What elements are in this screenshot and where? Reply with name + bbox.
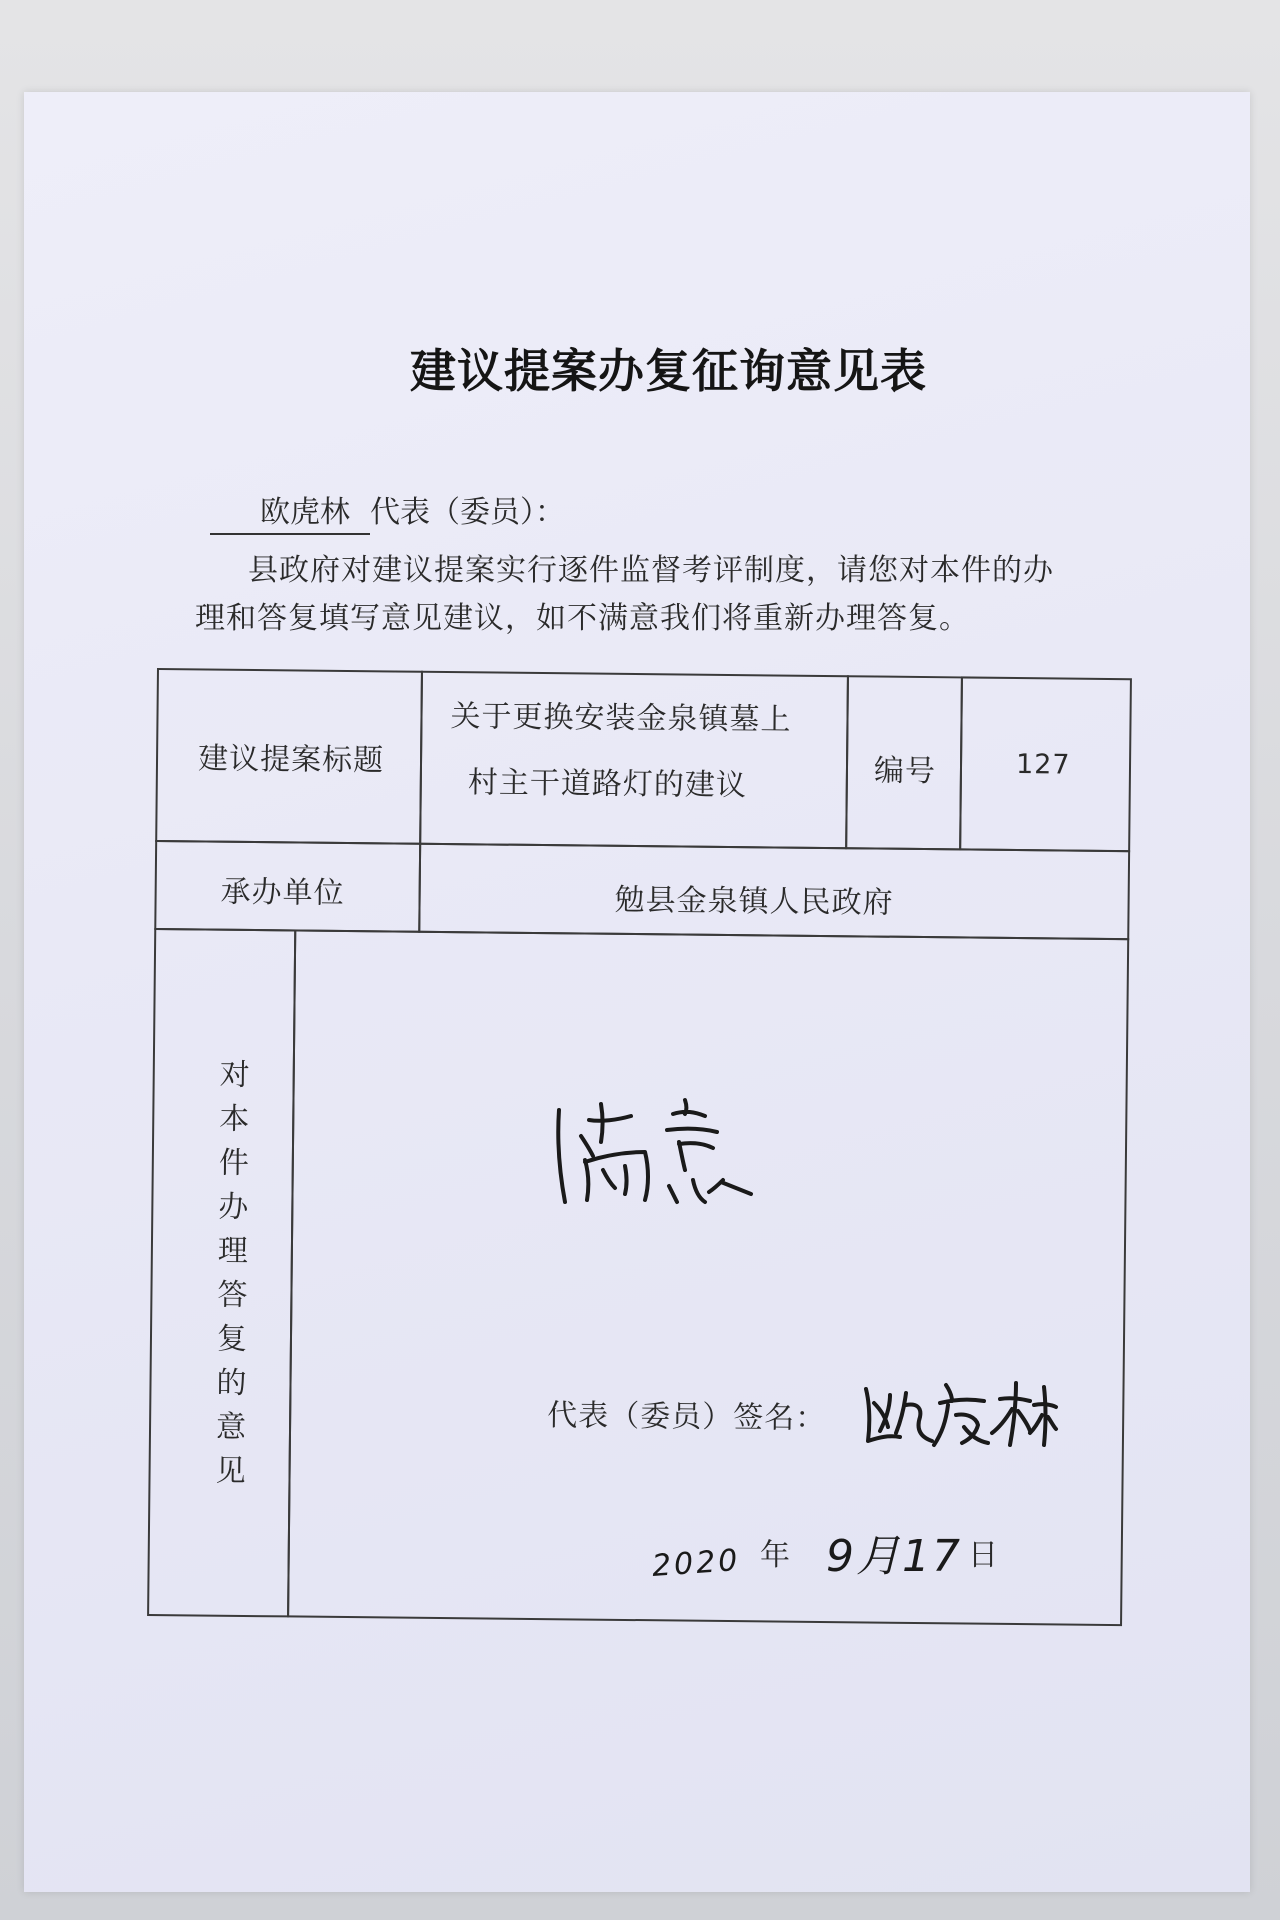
- representative-name: 欧虎林: [210, 487, 370, 535]
- date-year-unit: 年: [760, 1538, 790, 1573]
- signature-date: [650, 1520, 1010, 1600]
- instruction-line-1: 县政府对建议提案实行逐件监督考评制度，请您对本件的办: [248, 553, 1054, 588]
- signature-label: 代表（委员）签名：: [547, 1398, 827, 1437]
- handwritten-signature: [860, 1375, 1060, 1455]
- form-title: 建议提案办复征询意见表: [410, 344, 927, 398]
- opinion-label: 对本件办理答复的意见: [215, 1057, 250, 1489]
- proposal-title-line-2: 村主干道路灯的建议: [467, 765, 747, 804]
- date-month-day: 9月17: [826, 1531, 962, 1582]
- instruction-line-2: 理和答复填写意见建议，如不满意我们将重新办理答复。: [195, 601, 970, 636]
- proposal-title-line-1: 关于更换安装金泉镇墓上: [450, 699, 792, 738]
- salutation: [210, 487, 565, 535]
- handwritten-opinion: [545, 1090, 775, 1220]
- handling-unit-label: 承办单位: [220, 874, 345, 911]
- date-year: 2020: [650, 1542, 742, 1585]
- proposal-title-label: 建议提案标题: [197, 741, 385, 779]
- number-value: 127: [1015, 749, 1071, 781]
- handling-unit-value: 勉县金泉镇人民政府: [614, 882, 894, 921]
- salutation-suffix: 代表（委员）：: [370, 495, 565, 530]
- date-day-unit: 日: [968, 1538, 998, 1573]
- number-label: 编号: [873, 753, 937, 790]
